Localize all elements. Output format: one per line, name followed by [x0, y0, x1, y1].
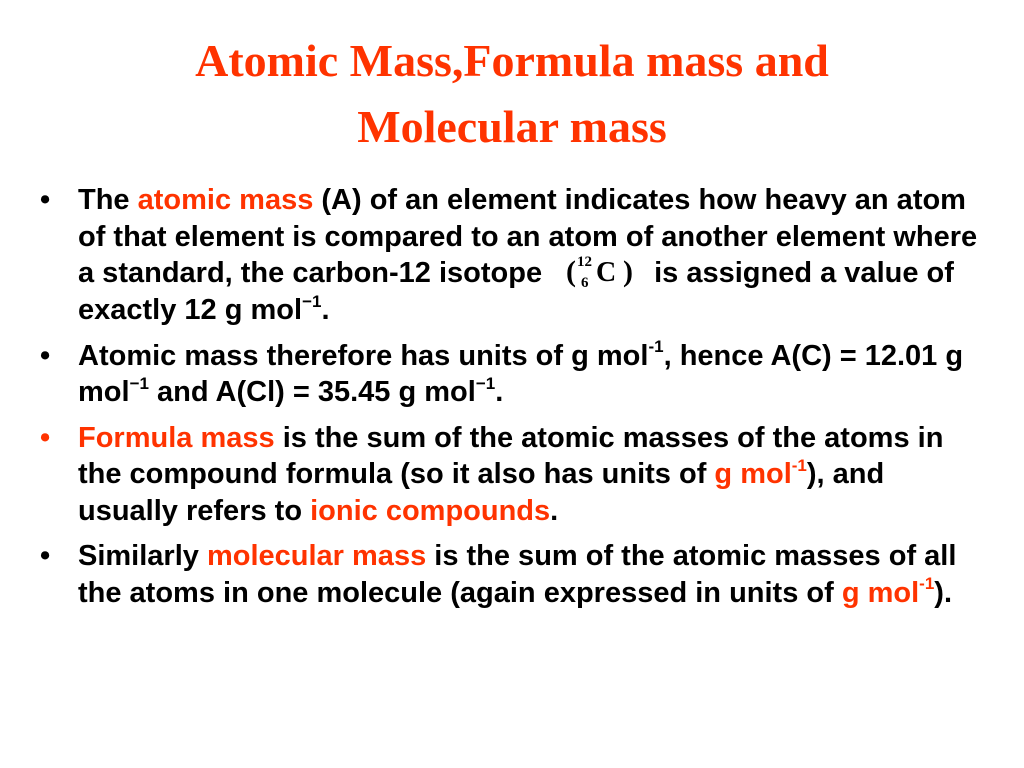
- highlight-term: g mol: [714, 458, 792, 491]
- bullet-text: Atomic mass therefore has units of g mol: [78, 339, 649, 372]
- highlight-term: Formula mass: [78, 421, 275, 454]
- bullet-item-molecular-mass: [40, 538, 990, 611]
- superscript: −1: [475, 373, 496, 393]
- bullet-text: (A) of an element indicates how heavy an atom of that element is compared to an atom of another element where a standard, the carbon-12 isotope: [78, 184, 978, 289]
- isotope-symbol: C: [596, 257, 617, 289]
- bullet-text: .: [495, 376, 504, 409]
- superscript: −1: [302, 291, 322, 311]
- superscript: −1: [129, 373, 149, 393]
- superscript: -1: [648, 337, 664, 357]
- bullet-text: ), and usually refers to: [78, 458, 885, 527]
- bullet-text: , hence A(C) = 12.01 g mol: [78, 339, 964, 409]
- bullet-item-atomic-mass: [40, 182, 990, 329]
- highlight-term: molecular mass: [206, 540, 427, 573]
- bullet-list: [40, 182, 990, 620]
- bullet-item-formula-mass: [40, 420, 990, 530]
- highlight-term: g mol: [841, 576, 920, 609]
- bullet-dot-icon: •: [40, 421, 51, 454]
- slide-title: [0, 28, 1024, 160]
- highlight-term: ionic compounds: [310, 494, 551, 527]
- bullet-item-units: [40, 338, 990, 411]
- isotope-close-paren: ): [623, 255, 634, 289]
- bullet-dot-icon: •: [40, 339, 51, 372]
- bullet-text: .: [321, 294, 330, 327]
- isotope-mass-number: 12: [577, 254, 593, 271]
- bullet-text: and A(Cl) = 35.45 g mol: [148, 376, 476, 409]
- superscript: -1: [791, 455, 807, 475]
- highlight-term: atomic mass: [137, 184, 314, 216]
- bullet-text: The: [78, 184, 138, 216]
- slide-title-line-1: Atomic Mass,Formula mass and: [195, 35, 829, 86]
- bullet-text: is the sum of the atomic masses of the atoms in the compound formula (so it also has units of: [78, 421, 944, 491]
- bullet-text: is the sum of the atomic masses of all the atoms in one molecule (again expressed in units of: [78, 540, 957, 609]
- slide-title-line-2: Molecular mass: [357, 101, 667, 152]
- carbon-12-isotope-notation: [564, 253, 640, 289]
- bullet-text: ).: [934, 576, 953, 609]
- superscript: -1: [919, 574, 935, 594]
- bullet-text: .: [550, 494, 559, 527]
- bullet-dot-icon: •: [40, 184, 51, 216]
- bullet-text: Similarly: [78, 540, 207, 573]
- isotope-open-paren: (: [566, 255, 577, 289]
- bullet-text: is assigned a value of exactly 12 g mol: [78, 257, 954, 327]
- isotope-atomic-number: 6: [581, 275, 589, 290]
- bullet-dot-icon: •: [40, 540, 51, 573]
